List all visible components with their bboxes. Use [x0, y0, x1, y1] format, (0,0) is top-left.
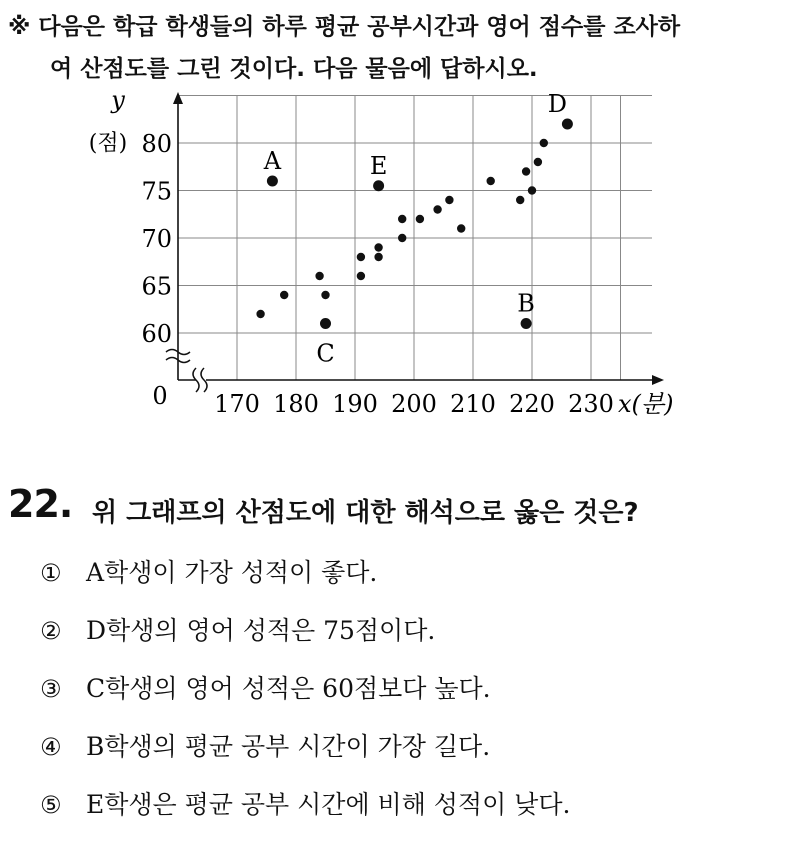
- x-axis-arrow: [652, 375, 664, 385]
- data-point: [534, 158, 542, 166]
- x-tick-label: 230: [568, 390, 614, 418]
- option-number: ②: [40, 617, 62, 645]
- data-point: [457, 224, 465, 232]
- option-text: E학생은 평균 공부 시간에 비해 성적이 낮다.: [86, 790, 571, 819]
- data-point: [357, 253, 365, 261]
- option-2[interactable]: [40, 611, 570, 669]
- labeled-data-point: [267, 176, 278, 187]
- x-tick-label: 220: [509, 390, 555, 418]
- data-point: [540, 139, 548, 147]
- point-label: C: [316, 339, 335, 368]
- data-point: [374, 243, 382, 251]
- y-axis-unit: (점): [88, 131, 128, 156]
- option-text: B학생의 평균 공부 시간이 가장 길다.: [86, 732, 491, 761]
- x-axis-label: x(분): [618, 390, 674, 418]
- data-point: [321, 291, 329, 299]
- data-point: [398, 215, 406, 223]
- labeled-data-point: [373, 180, 384, 191]
- labeled-data-point: [562, 119, 573, 130]
- point-label: A: [263, 147, 282, 175]
- data-point: [487, 177, 495, 185]
- labeled-data-point: [320, 318, 331, 329]
- data-point: [398, 234, 406, 242]
- y-axis-variable: y: [111, 86, 125, 114]
- option-number: ④: [40, 733, 62, 761]
- labeled-data-point: [521, 318, 532, 329]
- y-tick-label: 70: [141, 225, 172, 253]
- x-tick-label: 210: [450, 390, 496, 418]
- option-text: C학생의 영어 성적은 60점보다 높다.: [86, 674, 491, 703]
- data-point: [256, 310, 264, 318]
- x-tick-label: 180: [273, 390, 319, 418]
- option-3[interactable]: [40, 669, 570, 727]
- data-point: [516, 196, 524, 204]
- data-point: [357, 272, 365, 280]
- instruction-line-2: 여 산점도를 그린 것이다. 다음 물음에 답하시오.: [50, 56, 538, 82]
- option-text: A학생이 가장 성적이 좋다.: [86, 558, 378, 587]
- question-text: 위 그래프의 산점도에 대한 해석으로 옳은 것은?: [92, 498, 639, 528]
- option-4[interactable]: [40, 727, 570, 785]
- instruction-line-1: ※ 다음은 학급 학생들의 하루 평균 공부시간과 영어 점수를 조사하: [8, 14, 681, 40]
- option-text: D학생의 영어 성적은 75점이다.: [86, 616, 436, 645]
- option-1[interactable]: [40, 553, 570, 611]
- origin-label: 0: [152, 382, 168, 410]
- answer-options: [40, 553, 570, 843]
- point-label: B: [517, 289, 535, 318]
- option-5[interactable]: [40, 785, 570, 843]
- point-label: E: [369, 151, 388, 180]
- plot-axes: [166, 92, 664, 392]
- option-number: ①: [40, 559, 62, 587]
- option-number: ⑤: [40, 791, 62, 819]
- data-point: [528, 186, 536, 194]
- point-label: D: [547, 90, 568, 118]
- option-number: ③: [40, 675, 62, 703]
- plot-grid: [178, 96, 652, 381]
- data-point: [280, 291, 288, 299]
- y-tick-label: 65: [141, 272, 172, 301]
- data-point: [374, 253, 382, 261]
- x-tick-label: 190: [332, 390, 378, 418]
- x-tick-label: 170: [214, 390, 260, 418]
- data-point: [522, 167, 530, 175]
- y-axis-arrow: [173, 92, 183, 104]
- data-point: [433, 205, 441, 213]
- tick-labels: [89, 86, 674, 418]
- y-tick-label: 60: [141, 320, 172, 348]
- data-point: [416, 215, 424, 223]
- question-number: 22.: [8, 482, 73, 526]
- x-tick-label: 200: [391, 390, 437, 418]
- data-point: [315, 272, 323, 280]
- data-point: [445, 196, 453, 204]
- y-tick-label: 75: [141, 177, 172, 206]
- y-tick-label: 80: [141, 130, 172, 158]
